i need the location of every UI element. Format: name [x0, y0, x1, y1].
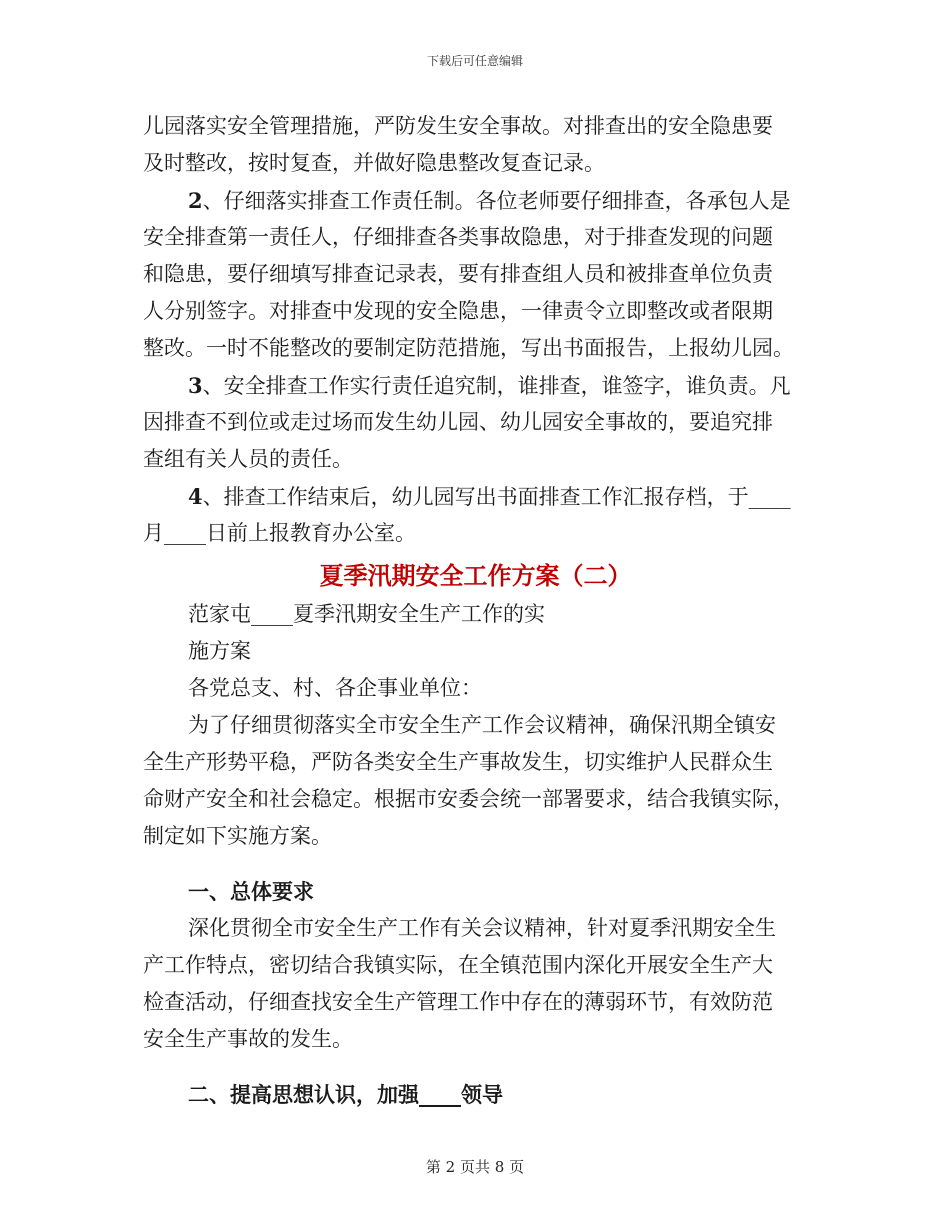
section-heading-1: 一、总体要求	[188, 879, 314, 904]
paragraph-line: 安全生产事故的发生。	[143, 1027, 353, 1051]
document-title: 夏季汛期安全工作方案（二）	[319, 561, 632, 590]
page-header: 下载后可任意编辑	[426, 54, 523, 68]
paragraph-line: 深化贯彻全市安全生产工作有关会议精神，针对夏季汛期安全生	[188, 916, 776, 940]
paragraph-line: 和隐患，要仔细填写排查记录表，要有排查组人员和被排查单位负责	[143, 262, 773, 286]
salutation: 各党总支、村、各企事业单位：	[188, 676, 482, 700]
numbered-item-3: 3、安全排查工作实行责任追究制，谁排查，谁签字，谁负责。凡	[188, 373, 791, 398]
paragraph-line: 为了仔细贯彻落实全市安全生产工作会议精神，确保汛期全镇安	[188, 713, 776, 737]
numbered-item-2: 2、仔细落实排查工作责任制。各位老师要仔细排查，各承包人是	[188, 188, 791, 213]
paragraph-line: 施方案	[188, 639, 251, 663]
item-number: 4	[188, 484, 203, 509]
item-number: 2	[188, 188, 203, 213]
section-heading-2: 二、提高思想认识，加强____领导	[188, 1082, 503, 1107]
paragraph-line: 因排查不到位或走过场而发生幼儿园、幼儿园安全事故的，要追究排	[143, 410, 773, 434]
paragraph-line: 范家屯____夏季汛期安全生产工作的实	[188, 602, 545, 626]
page-footer: 第 2 页共 8 页	[425, 1158, 525, 1176]
document-body	[143, 108, 808, 1113]
paragraph-line: 儿园落实安全管理措施，严防发生安全事故。对排查出的安全隐患要	[143, 114, 773, 138]
paragraph-line: 月____日前上报教育办公室。	[143, 521, 416, 545]
numbered-item-4: 4、排查工作结束后，幼儿园写出书面排查工作汇报存档，于____	[188, 484, 791, 509]
paragraph-line: 全生产形势平稳，严防各类安全生产事故发生，切实维护人民群众生	[143, 750, 773, 774]
paragraph-line: 产工作特点，密切结合我镇实际，在全镇范围内深化开展安全生产大	[143, 953, 773, 977]
paragraph-line: 制定如下实施方案。	[143, 824, 332, 848]
paragraph-line: 检查活动，仔细查找安全生产管理工作中存在的薄弱环节，有效防范	[143, 990, 773, 1014]
item-number: 3	[188, 373, 203, 398]
paragraph-line: 查组有关人员的责任。	[143, 447, 353, 471]
paragraph-line: 整改。一时不能整改的要制定防范措施，写出书面报告，上报幼儿园。	[143, 336, 794, 360]
paragraph-line: 人分别签字。对排查中发现的安全隐患，一律责令立即整改或者限期	[143, 299, 773, 323]
paragraph-line: 安全排查第一责任人，仔细排查各类事故隐患，对于排查发现的问题	[143, 225, 773, 249]
paragraph-line: 命财产安全和社会稳定。根据市安委会统一部署要求，结合我镇实际，	[143, 787, 794, 811]
paragraph-line: 及时整改，按时复查，并做好隐患整改复查记录。	[143, 151, 605, 175]
